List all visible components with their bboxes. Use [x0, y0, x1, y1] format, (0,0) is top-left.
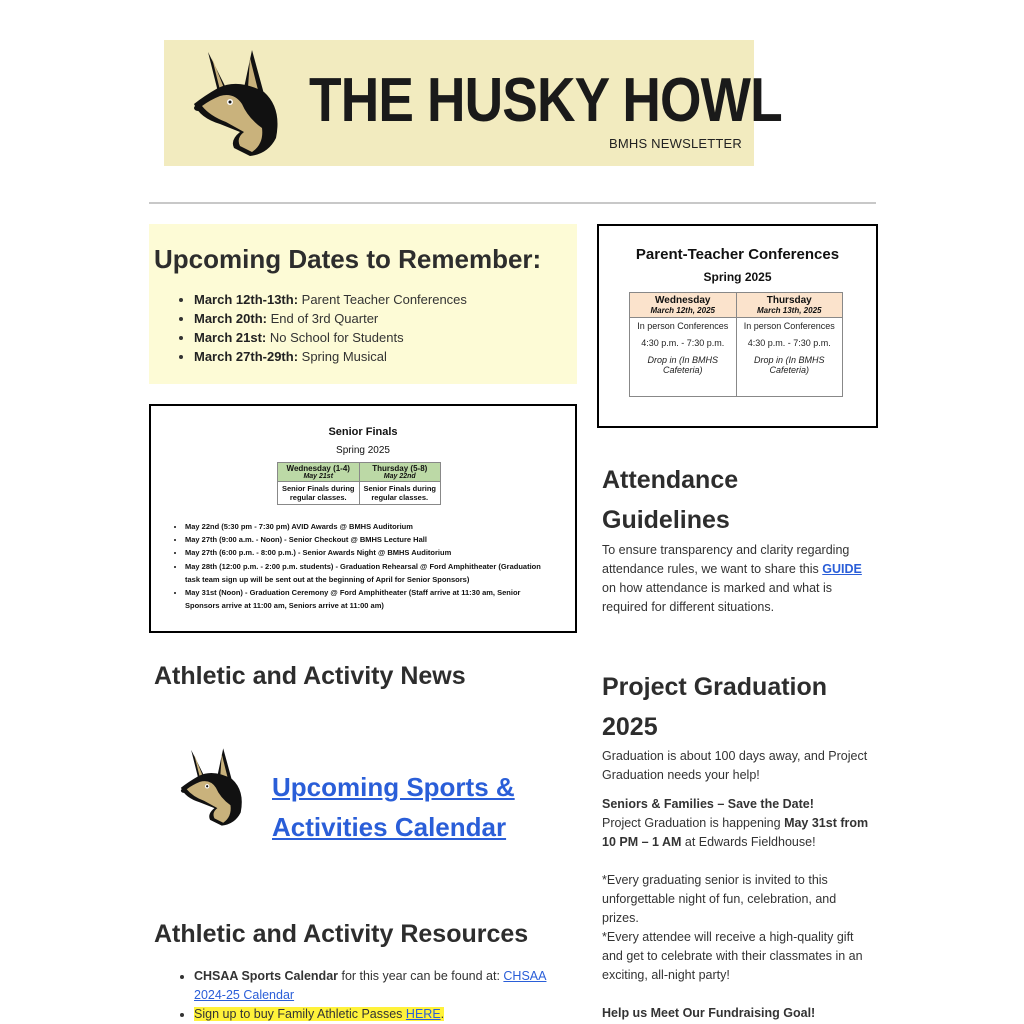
section-divider: [149, 202, 876, 204]
husky-logo-icon: [178, 745, 248, 829]
list-item: [194, 309, 467, 328]
newsletter-banner: [164, 40, 782, 166]
list-item: • May 31st (Noon) - Graduation Ceremony @ Ford Amphitheater (Staff arrive at 11:30 am, Senior Sponsors arrive at 11:00 am, Seniors arrive at 11:00 am): [185, 586, 555, 612]
conference-cell: In person Conferences 4:30 p.m. - 7:30 p.m. Drop in (In BMHS Cafeteria): [630, 318, 737, 397]
intro-text: Graduation is about 100 days away, and Project Graduation needs your help!: [602, 749, 868, 782]
event-label: No School for Students: [269, 330, 404, 345]
conferences-table: [629, 292, 843, 397]
date-label: March 20th:: [194, 311, 267, 326]
finals-title: Senior Finals: [328, 426, 398, 438]
conferences-title: Parent-Teacher Conferences: [635, 246, 840, 263]
newsletter-subtitle: BMHS NEWSLETTER: [608, 136, 742, 151]
conference-day-header: Wednesday March 12th, 2025: [630, 293, 737, 318]
conference-cell: In person Conferences 4:30 p.m. - 7:30 p.m. Drop in (In BMHS Cafeteria): [736, 318, 843, 397]
date-label: March 12th-13th:: [194, 292, 299, 307]
list-item: • May 28th (12:00 p.m. - 2:00 p.m. students) - Graduation Rehearsal @ Ford Amphitheater (Graduation task team sign up will be sent out at the beginning of April for Senior Sponsors): [185, 560, 555, 586]
husky-logo-icon: [190, 48, 286, 158]
upcoming-dates-box: [149, 224, 577, 384]
attendance-text: To ensure transparency and clarity regarding attendance rules, we want to share this GUIDE on how attendance is marked and what is required for different situations.: [602, 543, 862, 614]
conferences-subtitle: Spring 2025: [703, 270, 772, 284]
date-label: March 27th-29th:: [194, 349, 299, 364]
newsletter-title: THE HUSKY HOWL: [309, 66, 782, 135]
conference-day-header: Thursday March 13th, 2025: [736, 293, 843, 318]
date-label: March 21st:: [194, 330, 267, 345]
list-item: • May 27th (9:00 a.m. - Noon) - Senior Checkout @ BMHS Lecture Hall: [185, 533, 555, 546]
project-graduation-body: [602, 747, 872, 1023]
resources-list: [0, 967, 577, 1024]
bullet-text: *Every attendee will receive a high-quality gift and get to celebrate with their classmates in an exciting, all-night party!: [602, 930, 863, 982]
senior-finals-flyer: [149, 404, 577, 633]
athletic-passes-link[interactable]: HERE: [405, 1007, 441, 1021]
bullet-text: *Every graduating senior is invited to this unforgettable night of fun, celebration, and prizes.: [602, 873, 837, 925]
list-item: [194, 328, 467, 347]
sports-calendar-link[interactable]: Upcoming Sports & Activities Calendar: [272, 772, 515, 842]
finals-cell: Senior Finals during regular classes.: [278, 482, 360, 505]
finals-day-header: Wednesday (1-4) May 21st: [278, 463, 360, 482]
finals-events-list: [151, 520, 555, 612]
athletic-news-heading: Athletic and Activity News: [154, 662, 466, 690]
list-item: • CHSAA Sports Calendar for this year can be found at: CHSAA 2024-25 Calendar: [194, 967, 577, 1005]
list-item: [194, 347, 467, 366]
dates-list: [149, 290, 467, 366]
highlighted-text: Sign up to buy Family Athletic Passes HERE.: [194, 1007, 445, 1021]
attendance-heading: Attendance Guidelines: [602, 466, 739, 534]
athletic-resources-heading: Athletic and Activity Resources: [154, 920, 529, 948]
list-item: • May 22nd (5:30 pm - 7:30 pm) AVID Awards @ BMHS Auditorium: [185, 520, 555, 533]
chsaa-calendar-link[interactable]: CHSAA 2024-25 Calendar: [194, 969, 547, 1002]
save-date-text: Seniors & Families – Save the Date! Project Graduation is happening May 31st from 10 PM – 1 AM at Edwards Fieldhouse!: [602, 797, 869, 849]
finals-cell: Senior Finals during regular classes.: [359, 482, 441, 505]
list-item: • May 27th (6:00 p.m. - 8:00 p.m.) - Senior Awards Night @ BMHS Auditorium: [185, 546, 555, 559]
event-label: End of 3rd Quarter: [270, 311, 379, 326]
event-label: Parent Teacher Conferences: [301, 292, 467, 307]
attendance-guide-link[interactable]: GUIDE: [822, 562, 862, 576]
finals-subtitle: Spring 2025: [336, 445, 390, 456]
dates-heading: Upcoming Dates to Remember:: [154, 244, 542, 274]
finals-table: [277, 462, 441, 505]
conferences-flyer: [597, 224, 878, 428]
event-label: Spring Musical: [301, 349, 387, 364]
finals-day-header: Thursday (5-8) May 22nd: [359, 463, 441, 482]
list-item: [194, 290, 467, 309]
list-item: [194, 1005, 577, 1024]
project-graduation-heading: Project Graduation 2025: [602, 673, 828, 741]
fundraising-text: Help us Meet Our Fundraising Goal!: [602, 1006, 816, 1020]
